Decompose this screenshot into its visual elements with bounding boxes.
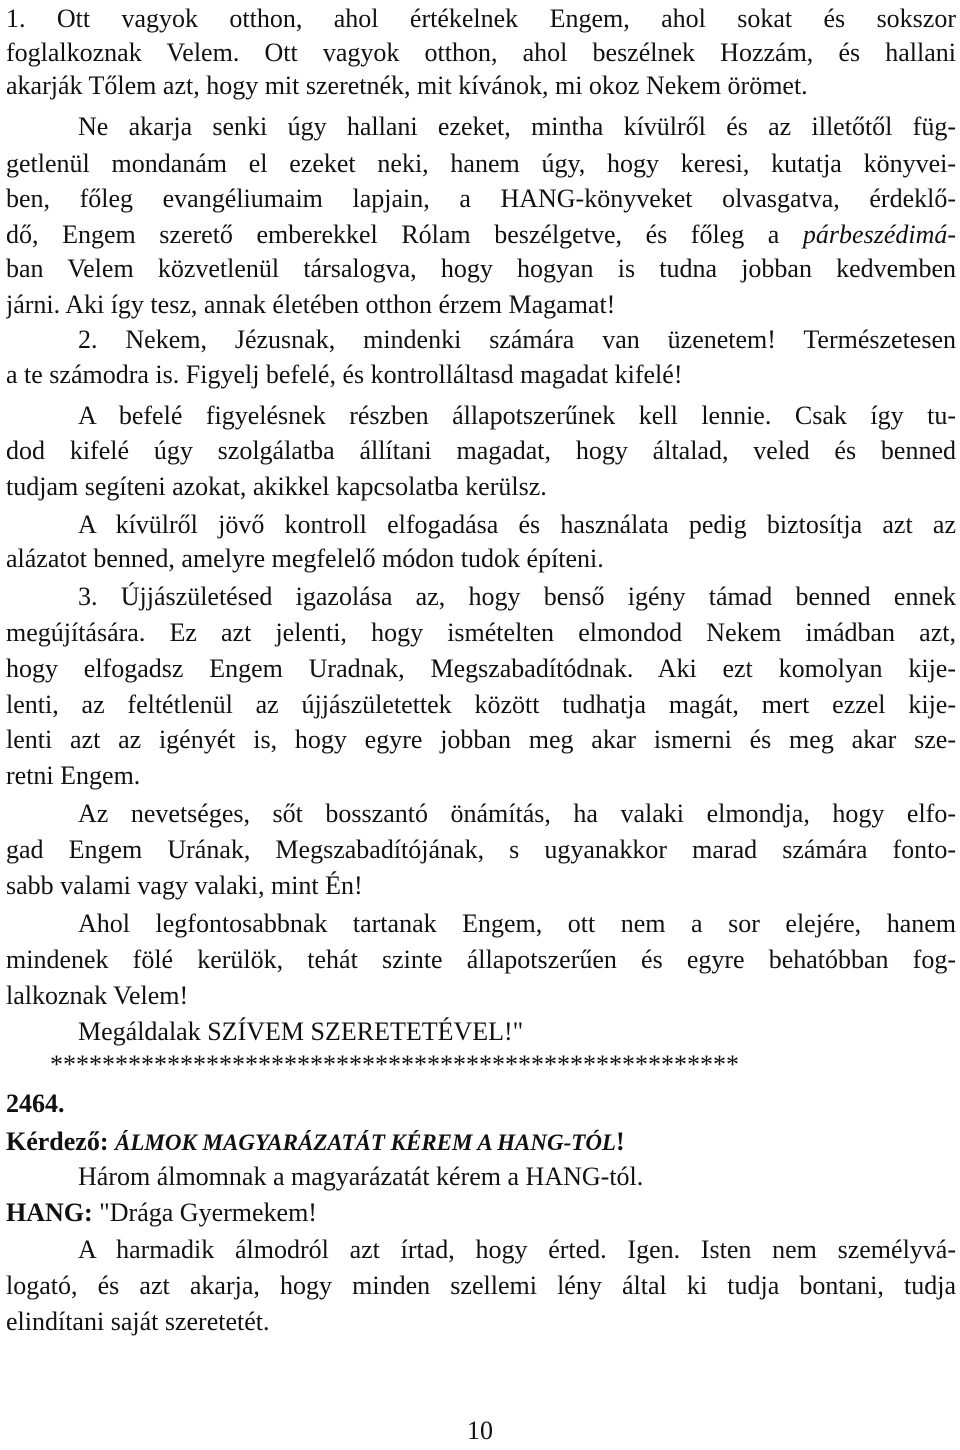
text-line: hogy elfogadsz Engem Uradnak, Megszabadítódnak. Aki ezt komolyan kije- bbox=[6, 654, 956, 683]
text-line: A befelé figyelésnek részben állapotszerűnek kell lennie. Csak így tu- bbox=[78, 401, 956, 430]
emphasis-text: párbeszédimá- bbox=[802, 220, 956, 249]
text-line: ben, főleg evangéliumaim lapjain, a HANG-könyveket olvasgatva, érdeklő- bbox=[6, 184, 956, 213]
page-number: 10 bbox=[467, 1416, 493, 1445]
text-line: lenti, az feltétlenül az újjászületettek között tudhatja magát, mert ezzel kije- bbox=[6, 690, 956, 719]
text-line bbox=[6, 216, 956, 254]
text-line: akarják Tőlem azt, hogy mit szeretnék, mit kívánok, mi okoz Nekem örömet. bbox=[6, 71, 808, 100]
text-line: dod kifelé úgy szolgálatba állítani magadat, hogy általad, veled és benned bbox=[6, 436, 956, 465]
text-line: A harmadik álmodról azt írtad, hogy érted. Igen. Isten nem személyvá- bbox=[78, 1235, 956, 1264]
text-line: 2. Nekem, Jézusnak, mindenki számára van üzenetem! Természetesen bbox=[78, 325, 956, 354]
text-line: elindítani saját szeretetét. bbox=[6, 1307, 270, 1336]
text-span: "Drága Gyermekem! bbox=[99, 1198, 317, 1227]
text-line: 3. Újjászületésed igazolása az, hogy benső igény támad benned ennek bbox=[78, 582, 956, 611]
text-line: ban Velem közvetlenül társalogva, hogy hogyan is tudna jobban kedvemben bbox=[6, 254, 956, 283]
answer-line bbox=[6, 1194, 956, 1232]
text-line: megújítására. Ez azt jelenti, hogy ismételten elmondod Nekem imádban azt, bbox=[6, 618, 956, 647]
text-line: a te számodra is. Figyelj befelé, és kontrolláltasd magadat kifelé! bbox=[6, 360, 683, 389]
answer-label: HANG: bbox=[6, 1198, 93, 1227]
text-line: tudjam segíteni azokat, akikkel kapcsolatba kerülsz. bbox=[6, 472, 547, 501]
text-line: A kívülről jövő kontroll elfogadása és használata pedig biztosítja azt az bbox=[78, 510, 956, 539]
text-line: járni. Aki így tesz, annak életében otthon érzem Magamat! bbox=[6, 290, 616, 319]
question-mark: ! bbox=[615, 1127, 625, 1156]
text-line: getlenül mondanám el ezeket neki, hanem úgy, hogy keresi, kutatja könyvei- bbox=[6, 149, 956, 178]
text-line: lenti azt az igényét is, hogy egyre jobban meg akar ismerni és meg akar sze- bbox=[6, 725, 956, 754]
closing-line: Megáldalak SZÍVEM SZERETETÉVEL!" bbox=[78, 1017, 524, 1046]
text-line: gad Engem Urának, Megszabadítójának, s ugyanakkor marad számára fonto- bbox=[6, 835, 956, 864]
text-line: foglalkoznak Velem. Ott vagyok otthon, ahol beszélnek Hozzám, és hallani bbox=[6, 38, 956, 67]
text-line: Három álmomnak a magyarázatát kérem a HANG-tól. bbox=[78, 1162, 644, 1191]
text-line: Ahol legfontosabbnak tartanak Engem, ott nem a sor elejére, hanem bbox=[78, 909, 956, 938]
question-label: Kérdező: bbox=[6, 1127, 109, 1156]
section-number: 2464. bbox=[6, 1089, 65, 1118]
text-line: mindenek fölé kerülök, tehát szinte állapotszerűen és egyre behatóbban fog- bbox=[6, 945, 956, 974]
text-line: lalkoznak Velem! bbox=[6, 981, 189, 1010]
text-span: dő, Engem szerető emberekkel Rólam beszélgetve, és főleg a bbox=[6, 220, 780, 249]
text-line: retni Engem. bbox=[6, 761, 141, 790]
text-line: 1. Ott vagyok otthon, ahol értékelnek Engem, ahol sokat és sokszor bbox=[6, 4, 956, 33]
text-line: alázatot benned, amelyre megfelelő módon tudok építeni. bbox=[6, 544, 604, 573]
question-line bbox=[6, 1123, 956, 1161]
separator-stars: ***************************************************** bbox=[50, 1050, 739, 1079]
text-line: Az nevetséges, sőt bosszantó önámítás, ha valaki elmondja, hogy elfo- bbox=[78, 799, 956, 828]
text-line: logató, és azt akarja, hogy minden szellemi lény által ki tudja bontani, tudja bbox=[6, 1271, 956, 1300]
text-line: Ne akarja senki úgy hallani ezeket, mintha kívülről és az illetőtől füg- bbox=[78, 112, 956, 141]
question-title: ÁLMOK MAGYARÁZATÁT KÉREM A HANG-TÓL bbox=[115, 1130, 616, 1155]
text-line: sabb valami vagy valaki, mint Én! bbox=[6, 871, 363, 900]
